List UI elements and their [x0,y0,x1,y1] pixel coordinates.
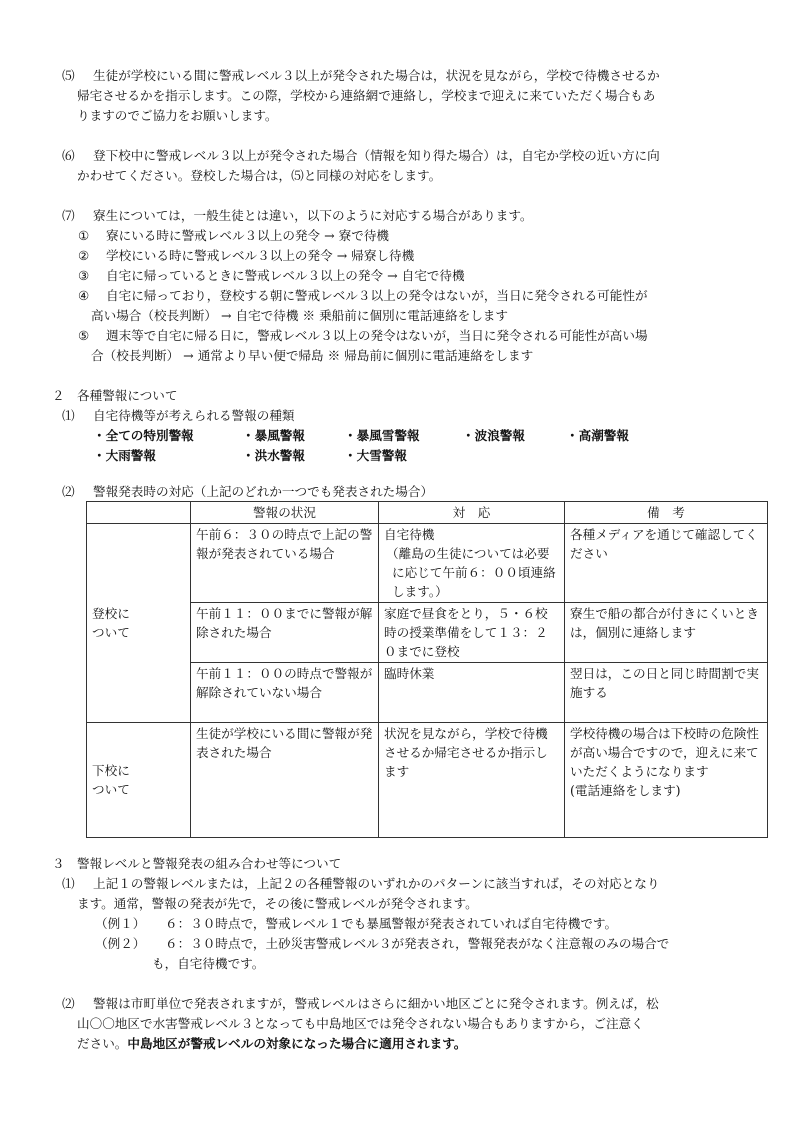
cell-action [379,524,565,603]
section-3-2-line1: 警報は市町単位で発表されますが，警戒レベルはさらに細かい地区ごとに発令されます。例えば，松 [93,996,659,1011]
warning-flood: ・洪水警報 [242,448,305,463]
dorm-item-5-number: ⑤ [78,328,90,343]
section-3-2-line2: 山〇〇地区で水害警戒レベル３となっても中島地区では発令されない場合もありますから，ご注意く [77,1016,644,1031]
cell-remark [565,723,768,838]
example-1-text: ６：３０時点で，警戒レベル１でも暴風警報が発表されていれば自宅待機です。 [165,916,618,931]
warning-storm: ・暴風警報 [242,428,305,443]
cell-remark: 翌日は，この日と同じ時間割で実施する [565,663,768,723]
cell-remark-main: 学校待機の場合は下校時の危険性が高い場合ですので，迎えに来ていただくようになります [570,726,759,779]
dorm-item-5-line2: 合（校長判断） → 通常より早い便で帰島 ※ 帰島前に個別に電話連絡をします [91,348,534,363]
example-1-label: （例１） [95,916,146,931]
cell-action-note: （離島の生徒については必要に応じて午前６：００頃連絡します。） [386,546,556,599]
dorm-item-3-number: ③ [78,268,90,283]
warning-response-table [86,501,768,838]
warning-heavy-snow: ・大雪警報 [344,448,407,463]
section-3-2-bold-note: 中島地区が警戒レベルの対象になった場合に適用されます。 [127,1036,467,1051]
group-label-going-to-school [87,524,191,723]
cell-status: 午前１１：００までに警報が解除された場合 [191,603,379,663]
section-3-2-line3-text: ださい。 [77,1036,128,1051]
table-header-remark: 備 考 [565,502,768,524]
para-6-line1: 登下校中に警戒レベル３以上が発令された場合（情報を知り得た場合）は，自宅か学校の近い方に向 [93,148,660,163]
section-3-1-line1: 上記１の警報レベルまたは，上記２の各種警報のいずれかのパターンに該当すれば，その対応となり [93,876,660,891]
cell-status: 午前６：３０の時点で上記の警報が発表されている場合 [191,524,379,603]
dorm-item-4-line1: 自宅に帰っており，登校する朝に警戒レベル３以上の発令はないが，当日に発令される可能性が [106,288,648,303]
table-header-row [87,502,768,524]
cell-action: 状況を見ながら，学校で待機させるか帰宅させるか指示します [379,723,565,838]
para-5-line2: 帰宅させるかを指示します。この際，学校から連絡網で連絡し，学校まで迎えに来ていただく場合もあ [77,88,656,103]
section-3-1-marker: ⑴ [62,876,75,891]
para-5-marker: ⑸ [62,68,75,83]
dorm-item-3-text: 自宅に帰っているときに警戒レベル３以上の発令 → 自宅で待機 [106,268,465,283]
para-7-intro: 寮生については，一般生徒とは違い，以下のように対応する場合があります。 [93,208,533,223]
cell-action: 臨時休業 [379,663,565,723]
cell-status: 午前１１：００の時点で警報が解除されていない場合 [191,663,379,723]
dorm-item-2-text: 学校にいる時に警戒レベル３以上の発令 → 帰寮し待機 [106,248,415,263]
section-2-1-text: 自宅待機等が考えられる警報の種類 [93,408,295,423]
section-3-2-line3 [77,1034,466,1054]
example-2-line1: ６：３０時点で，土砂災害警戒レベル３が発表され，警報発表がなく注意報のみの場合で [165,936,670,951]
para-7-marker: ⑺ [62,208,75,223]
example-2-label: （例２） [95,936,146,951]
table-header-status: 警報の状況 [191,502,379,524]
warning-heavy-rain: ・大雨警報 [93,448,156,463]
example-2-line2: も，自宅待機です。 [152,956,265,971]
para-5-line3: りますのでご協力をお願いします。 [77,108,278,123]
warning-waves: ・波浪警報 [462,428,525,443]
section-2-1-marker: ⑴ [62,408,75,423]
cell-remark: 寮生で船の都合が付きにくいときは，個別に連絡します [565,603,768,663]
group-label-going-home [87,723,191,838]
section-2-number: ２ [52,388,65,403]
group-label-line1: 下校に [92,763,130,778]
section-3-1-line2: ます。通常，警報の発表が先で，その後に警戒レベルが発令されます。 [77,896,478,911]
table-row [87,524,768,603]
warning-special: ・全ての特別警報 [93,428,194,443]
dorm-item-5-line1: 週末等で自宅に帰る日に，警戒レベル３以上の発令はないが，当日に発令される可能性が高い場 [106,328,648,343]
group-label-line2: ついて [92,625,130,640]
warning-snowstorm: ・暴風雪警報 [344,428,420,443]
cell-action-main: 自宅待機 [384,527,435,542]
para-6-marker: ⑹ [62,148,75,163]
section-3-heading: 警報レベルと警報発表の組み合わせ等について [77,856,342,871]
cell-remark: 各種メディアを通じて確認してください [565,524,768,603]
cell-remark-note: (電話連絡をします) [570,783,681,798]
dorm-item-2-number: ② [78,248,90,263]
table-header-action: 対 応 [379,502,565,524]
dorm-item-1-number: ① [78,228,90,243]
section-3-2-marker: ⑵ [62,996,75,1011]
table-row [87,723,768,838]
warning-storm-surge: ・高潮警報 [566,428,629,443]
dorm-item-4-line2: 高い場合（校長判断） → 自宅で待機 ※ 乗船前に個別に電話連絡をします [91,308,508,323]
dorm-item-4-number: ④ [78,288,90,303]
para-5-line1: 生徒が学校にいる間に警戒レベル３以上が発令された場合は，状況を見ながら，学校で待機させるか [93,68,660,83]
cell-status: 生徒が学校にいる間に警報が発表された場合 [191,723,379,838]
cell-action: 家庭で昼食をとり，５・６校時の授業準備をして１３：２０までに登校 [379,603,565,663]
section-2-2-text: 警報発表時の対応（上記のどれか一つでも発表された場合） [93,484,434,499]
group-label-line2: ついて [92,782,130,797]
section-2-2-marker: ⑵ [62,484,75,499]
dorm-item-1-text: 寮にいる時に警戒レベル３以上の発令 → 寮で待機 [106,228,390,243]
para-6-line2: かわせてください。登校した場合は，⑸と同様の対応をします。 [77,168,442,183]
table-header-empty [87,502,191,524]
section-3-number: ３ [52,856,65,871]
group-label-line1: 登校に [92,606,130,621]
section-2-heading: 各種警報について [77,388,178,403]
